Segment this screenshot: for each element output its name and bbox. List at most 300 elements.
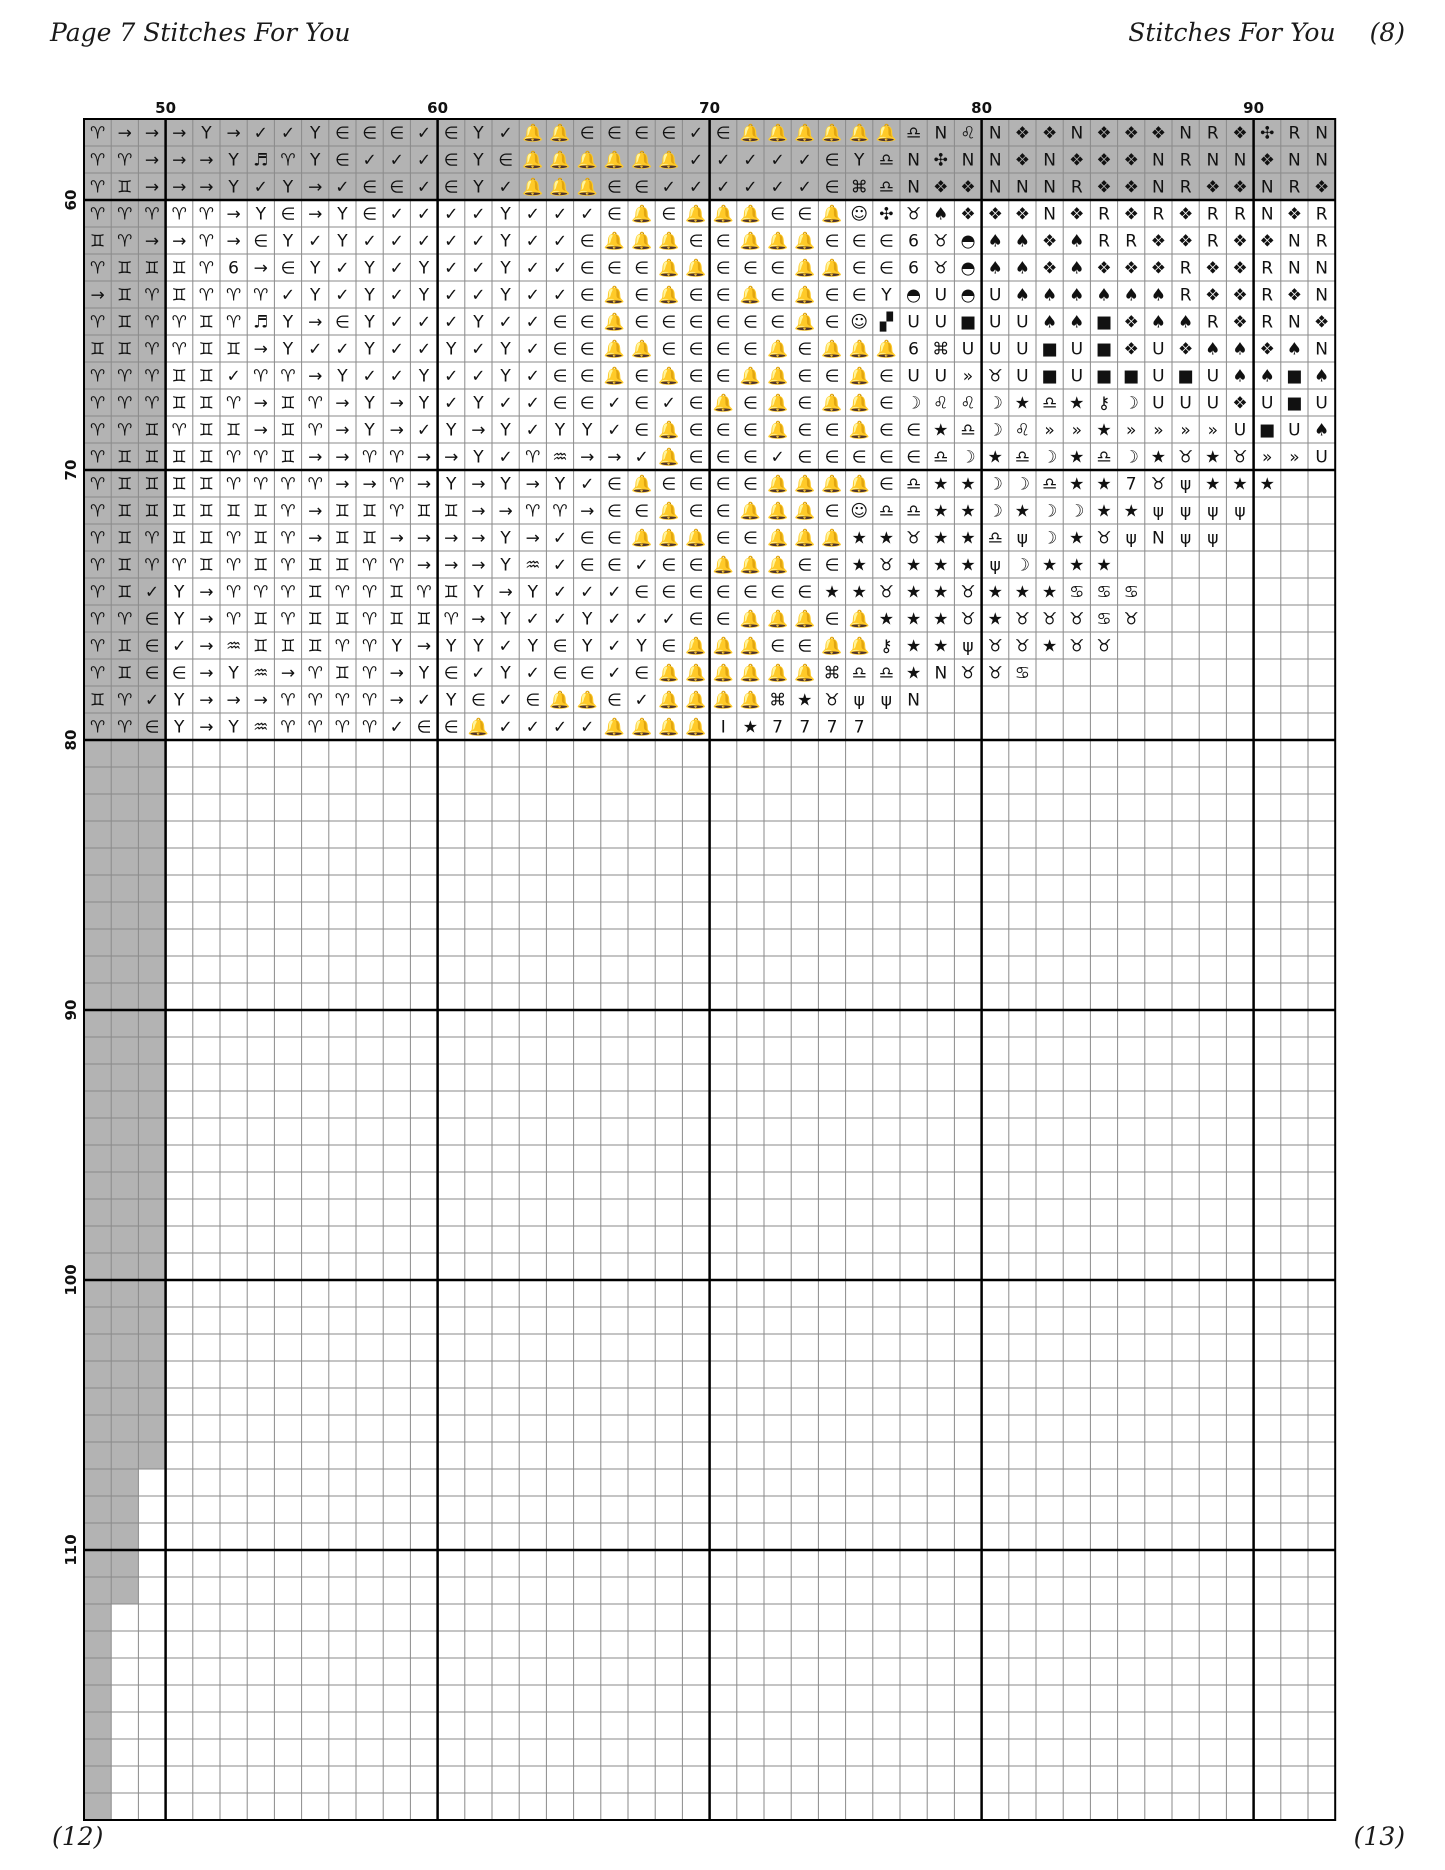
shaded-cell-run: [84, 1037, 166, 1064]
chart-symbol: ∈: [851, 258, 867, 279]
chart-symbol: ∈: [688, 366, 704, 387]
chart-symbol: ♈: [198, 285, 215, 306]
chart-symbol: ♈: [225, 312, 242, 333]
chart-symbol: →: [308, 528, 323, 549]
chart-symbol: ♈: [361, 717, 378, 738]
row-label: 100: [62, 1264, 80, 1296]
chart-symbol: ✓: [661, 393, 676, 414]
chart-symbol: ∈: [688, 312, 704, 333]
chart-symbol: ❖: [1096, 258, 1112, 279]
chart-symbol: ♉: [1232, 447, 1248, 468]
chart-symbol: Y: [228, 717, 239, 738]
chart-symbol: ♉: [824, 690, 840, 711]
chart-symbol: ∈: [362, 177, 378, 198]
chart-symbol: ∈: [824, 501, 840, 522]
chart-symbol: ∈: [824, 366, 840, 387]
chart-symbol: ★: [1150, 447, 1167, 468]
chart-symbol: →: [416, 528, 432, 549]
chart-symbol: ∈: [797, 204, 813, 225]
chart-symbol: Y: [636, 636, 647, 657]
chart-symbol: ♊: [334, 609, 351, 630]
chart-symbol: 🔔: [739, 231, 761, 252]
chart-symbol: ♈: [225, 447, 242, 468]
page-footer-right: (13): [1353, 1822, 1405, 1851]
shaded-cell-run: [84, 929, 166, 956]
chart-symbol: ∈: [579, 285, 595, 306]
shaded-cell-run: [84, 1658, 111, 1685]
chart-symbol: Y: [473, 123, 484, 144]
chart-symbol: 🔔: [821, 393, 843, 414]
chart-symbol: ♈: [89, 636, 106, 657]
chart-symbol: ♋: [1123, 582, 1139, 603]
chart-symbol: ♊: [144, 474, 160, 495]
chart-symbol: ♉: [905, 204, 922, 225]
chart-symbol: ∈: [661, 123, 677, 144]
chart-symbol: ♎: [1041, 474, 1058, 495]
chart-symbol: ✓: [471, 231, 486, 252]
chart-symbol: ✓: [525, 204, 540, 225]
chart-symbol: →: [389, 663, 404, 684]
chart-symbol: ✓: [525, 231, 540, 252]
page-header-left: Page 7 Stitches For You: [50, 18, 351, 47]
chart-symbol: ψ: [853, 690, 865, 711]
chart-symbol: →: [471, 474, 486, 495]
chart-symbol: ∈: [634, 663, 650, 684]
chart-symbol: ∈: [389, 177, 405, 198]
chart-symbol: ♊: [416, 501, 432, 522]
chart-symbol: →: [471, 555, 486, 576]
chart-symbol: ♈: [89, 312, 106, 333]
chart-symbol: ❖: [1123, 150, 1139, 171]
chart-symbol: 7: [826, 717, 838, 738]
chart-symbol: ∈: [906, 447, 922, 468]
chart-symbol: ✓: [308, 339, 323, 360]
chart-symbol: ♈: [171, 312, 187, 333]
chart-symbol: Y: [310, 150, 321, 171]
chart-symbol: 7: [772, 717, 784, 738]
chart-symbol: Y: [500, 474, 511, 495]
chart-symbol: ♉: [1177, 447, 1194, 468]
chart-symbol: ✓: [797, 177, 812, 198]
chart-symbol: ❖: [1096, 150, 1112, 171]
chart-symbol: Y: [418, 285, 430, 306]
chart-symbol: ❖: [1313, 177, 1330, 198]
chart-symbol: Y: [174, 582, 185, 603]
chart-symbol: R: [1261, 258, 1274, 279]
chart-symbol: ✓: [607, 609, 622, 630]
chart-symbol: ♈: [280, 501, 296, 522]
chart-symbol: 6: [908, 231, 920, 252]
chart-symbol: R: [1179, 285, 1192, 306]
chart-symbol: ✓: [389, 285, 404, 306]
chart-symbol: →: [335, 393, 350, 414]
chart-symbol: ★: [797, 690, 813, 711]
chart-symbol: →: [144, 123, 160, 144]
chart-symbol: ❖: [1014, 150, 1031, 171]
chart-symbol: ψ: [1234, 501, 1246, 522]
chart-symbol: Y: [582, 420, 593, 441]
chart-symbol: ∈: [878, 420, 894, 441]
chart-symbol: ✓: [552, 582, 568, 603]
chart-symbol: ∈: [688, 609, 704, 630]
chart-symbol: ★: [1014, 393, 1031, 414]
chart-symbol: ✓: [607, 393, 622, 414]
chart-symbol: 🔔: [875, 339, 897, 360]
chart-symbol: ♈: [225, 555, 242, 576]
chart-symbol: Y: [201, 123, 212, 144]
chart-symbol: ⌘: [850, 177, 868, 198]
shaded-cell-run: [84, 1793, 111, 1820]
chart-symbol: 🔔: [603, 285, 625, 306]
chart-symbol: ♈: [89, 420, 106, 441]
chart-symbol: ♈: [307, 474, 323, 495]
chart-symbol: 🔔: [658, 258, 680, 279]
chart-symbol: ♊: [253, 528, 269, 549]
chart-symbol: ❖: [1232, 123, 1248, 144]
chart-symbol: ✓: [253, 123, 268, 144]
chart-symbol: →: [308, 447, 323, 468]
chart-symbol: Y: [446, 339, 457, 360]
chart-symbol: ∈: [851, 447, 867, 468]
chart-symbol: R: [1125, 231, 1138, 252]
chart-symbol: ♎: [851, 663, 867, 684]
chart-symbol: Y: [554, 420, 566, 441]
chart-symbol: 🔔: [794, 528, 816, 549]
shaded-cell-run: [84, 1442, 166, 1469]
chart-symbol: 🔔: [767, 474, 789, 495]
chart-symbol: ∈: [688, 501, 704, 522]
chart-symbol: ∈: [634, 285, 650, 306]
chart-symbol: ♈: [280, 150, 296, 171]
chart-symbol: 6: [908, 258, 920, 279]
chart-symbol: ∈: [634, 312, 650, 333]
chart-symbol: Y: [881, 285, 892, 306]
chart-symbol: ♊: [117, 258, 133, 279]
chart-symbol: ♊: [361, 501, 378, 522]
chart-symbol: Y: [527, 636, 538, 657]
chart-symbol: »: [1044, 420, 1055, 441]
chart-symbol: ♠: [1286, 339, 1303, 360]
chart-symbol: ♈: [117, 150, 133, 171]
chart-symbol: ★: [1096, 474, 1112, 495]
chart-symbol: ✓: [552, 528, 568, 549]
chart-symbol: Y: [282, 339, 294, 360]
chart-symbol: ♊: [171, 285, 187, 306]
chart-symbol: 🔔: [794, 609, 816, 630]
chart-symbol: ♠: [1041, 312, 1058, 333]
chart-symbol: 🔔: [848, 474, 870, 495]
chart-symbol: ♠: [1232, 366, 1248, 387]
chart-symbol: 🔔: [767, 501, 789, 522]
shaded-cell-run: [84, 1145, 166, 1172]
chart-symbol: ∈: [606, 474, 622, 495]
chart-symbol: ✓: [688, 150, 704, 171]
chart-symbol: ∈: [851, 285, 867, 306]
chart-symbol: ∈: [552, 366, 568, 387]
chart-symbol: R: [1315, 204, 1328, 225]
chart-symbol: ✓: [688, 123, 704, 144]
chart-symbol: ∈: [525, 690, 541, 711]
chart-symbol: R: [1179, 150, 1192, 171]
chart-symbol: ✓: [389, 258, 404, 279]
chart-symbol: ♊: [171, 393, 187, 414]
chart-symbol: 6: [908, 339, 920, 360]
chart-symbol: ∈: [688, 474, 704, 495]
chart-symbol: Y: [446, 474, 457, 495]
chart-symbol: ♎: [878, 501, 895, 522]
chart-symbol: Y: [364, 393, 375, 414]
chart-symbol: ∈: [470, 690, 486, 711]
chart-symbol: ∈: [634, 177, 650, 198]
chart-symbol: ♊: [253, 636, 269, 657]
chart-symbol: ♉: [960, 609, 976, 630]
chart-symbol: Y: [473, 177, 484, 198]
chart-symbol: ♈: [89, 204, 106, 225]
chart-symbol: ♈: [334, 582, 351, 603]
chart-symbol: 🔔: [658, 366, 680, 387]
chart-symbol: ∈: [851, 231, 867, 252]
chart-symbol: Y: [364, 312, 375, 333]
chart-symbol: ♎: [878, 663, 895, 684]
chart-symbol: ❖: [1069, 150, 1085, 171]
chart-symbol: ♊: [198, 528, 215, 549]
chart-symbol: 🔔: [821, 258, 843, 279]
chart-symbol: ♠: [1069, 231, 1085, 252]
chart-symbol: ✓: [471, 366, 486, 387]
chart-symbol: ✓: [498, 312, 513, 333]
chart-symbol: Y: [310, 285, 321, 306]
chart-symbol: ❖: [1177, 204, 1194, 225]
chart-symbol: →: [525, 474, 540, 495]
chart-symbol: ∈: [634, 123, 650, 144]
chart-symbol: ✓: [770, 447, 785, 468]
chart-symbol: N: [1152, 177, 1165, 198]
chart-symbol: ✓: [797, 150, 812, 171]
chart-symbol: ♈: [171, 555, 187, 576]
chart-symbol: ∈: [906, 420, 922, 441]
chart-symbol: U: [1288, 420, 1301, 441]
chart-symbol: ♈: [225, 609, 242, 630]
chart-symbol: ✓: [743, 150, 758, 171]
chart-symbol: →: [117, 123, 132, 144]
chart-symbol: 7: [853, 717, 865, 738]
chart-symbol: Y: [174, 609, 185, 630]
chart-symbol: ♊: [280, 420, 296, 441]
chart-symbol: 🔔: [712, 636, 734, 657]
chart-symbol: ■: [1095, 339, 1113, 360]
chart-symbol: N: [1315, 150, 1328, 171]
chart-symbol: 🔔: [794, 501, 816, 522]
chart-symbol: →: [280, 663, 296, 684]
chart-symbol: 🔔: [631, 339, 653, 360]
chart-symbol: 🔔: [767, 393, 789, 414]
chart-symbol: 🔔: [658, 501, 680, 522]
chart-symbol: ♉: [987, 636, 1003, 657]
chart-symbol: ✓: [498, 690, 513, 711]
chart-symbol: Y: [500, 555, 511, 576]
chart-symbol: ♊: [117, 339, 133, 360]
chart-symbol: 🔔: [821, 339, 843, 360]
chart-symbol: →: [580, 447, 595, 468]
chart-symbol: N: [1152, 528, 1165, 549]
chart-symbol: R: [1152, 204, 1165, 225]
chart-symbol: ✓: [552, 555, 568, 576]
chart-symbol: ♠: [1150, 285, 1167, 306]
chart-symbol: ♌: [960, 123, 976, 144]
chart-symbol: ♈: [389, 447, 405, 468]
chart-symbol: R: [1179, 258, 1192, 279]
chart-symbol: ❖: [1123, 177, 1139, 198]
chart-symbol: →: [471, 609, 486, 630]
chart-symbol: ♈: [361, 636, 378, 657]
chart-symbol: ★: [1096, 555, 1112, 576]
chart-symbol: ✓: [580, 717, 595, 738]
chart-symbol: ∈: [416, 717, 432, 738]
chart-symbol: ∈: [498, 150, 514, 171]
chart-symbol: Y: [228, 663, 239, 684]
chart-symbol: ✓: [471, 663, 486, 684]
chart-symbol: →: [607, 447, 622, 468]
chart-symbol: N: [1288, 150, 1301, 171]
shaded-cell-run: [84, 1631, 111, 1658]
chart-symbol: ☽: [1041, 528, 1058, 549]
chart-symbol: ★: [960, 555, 976, 576]
chart-symbol: ✓: [607, 663, 622, 684]
chart-symbol: →: [416, 555, 432, 576]
chart-symbol: 🔔: [576, 690, 598, 711]
chart-symbol: ∈: [742, 528, 758, 549]
chart-symbol: ★: [851, 555, 867, 576]
chart-symbol: ♈: [144, 555, 160, 576]
shaded-cell-run: [84, 740, 166, 767]
chart-symbol: →: [335, 420, 350, 441]
chart-symbol: ♈: [225, 474, 242, 495]
chart-symbol: ∈: [144, 636, 160, 657]
chart-symbol: ♈: [525, 501, 541, 522]
chart-symbol: Y: [174, 690, 185, 711]
chart-symbol: ∈: [661, 474, 677, 495]
chart-symbol: ♊: [144, 258, 160, 279]
chart-symbol: ✓: [389, 150, 404, 171]
chart-symbol: ♉: [1069, 636, 1085, 657]
chart-symbol: U: [988, 285, 1002, 306]
chart-symbol: 🔔: [794, 312, 816, 333]
chart-symbol: ♈: [280, 609, 296, 630]
chart-symbol: ψ: [1125, 528, 1137, 549]
chart-symbol: →: [389, 690, 404, 711]
chart-symbol: ✓: [416, 420, 432, 441]
chart-symbol: ☺: [850, 312, 869, 333]
chart-symbol: ♈: [198, 231, 215, 252]
chart-symbol: 🔔: [767, 528, 789, 549]
chart-symbol: ψ: [1152, 501, 1165, 522]
chart-symbol: ♈: [280, 717, 296, 738]
chart-symbol: R: [1070, 177, 1083, 198]
chart-symbol: ★: [878, 609, 895, 630]
chart-symbol: 🔔: [631, 150, 653, 171]
chart-symbol: ♌: [1014, 420, 1031, 441]
chart-symbol: ✓: [607, 420, 622, 441]
chart-symbol: ∈: [634, 366, 650, 387]
chart-symbol: ∈: [688, 555, 704, 576]
chart-symbol: »: [962, 366, 974, 387]
chart-symbol: ♊: [307, 609, 323, 630]
chart-symbol: ∈: [171, 663, 187, 684]
chart-symbol: ∈: [797, 339, 813, 360]
chart-symbol: 🔔: [739, 366, 761, 387]
chart-symbol: N: [1152, 150, 1165, 171]
chart-symbol: →: [416, 447, 432, 468]
chart-symbol: ✓: [552, 204, 568, 225]
chart-symbol: ∈: [661, 555, 677, 576]
chart-symbol: »: [1071, 420, 1083, 441]
chart-symbol: ♊: [198, 447, 215, 468]
chart-symbol: →: [172, 177, 187, 198]
chart-symbol: ∈: [443, 717, 459, 738]
chart-symbol: ∈: [878, 258, 894, 279]
chart-symbol: →: [389, 393, 404, 414]
chart-symbol: ∈: [878, 393, 894, 414]
chart-symbol: ♈: [280, 366, 296, 387]
chart-symbol: R: [1206, 312, 1219, 333]
chart-symbol: ✓: [634, 555, 649, 576]
chart-symbol: ♉: [960, 582, 976, 603]
chart-symbol: ψ: [962, 636, 974, 657]
chart-symbol: 🔔: [603, 231, 625, 252]
shaded-cell-run: [84, 1091, 166, 1118]
chart-symbol: ∈: [606, 528, 622, 549]
chart-symbol: ☽: [1123, 447, 1139, 468]
chart-symbol: ✓: [280, 285, 296, 306]
chart-symbol: N: [1260, 177, 1274, 198]
chart-symbol: ✓: [416, 312, 432, 333]
chart-symbol: ♈: [117, 366, 133, 387]
chart-symbol: ✓: [389, 366, 404, 387]
chart-symbol: →: [362, 474, 377, 495]
chart-symbol: Y: [500, 528, 511, 549]
chart-symbol: ★: [1069, 447, 1085, 468]
chart-symbol: ∈: [797, 555, 813, 576]
chart-symbol: ♈: [144, 204, 160, 225]
chart-symbol: ♈: [361, 609, 378, 630]
row-label: 60: [62, 189, 80, 211]
chart-symbol: →: [308, 501, 323, 522]
chart-symbol: ■: [1095, 312, 1113, 333]
chart-symbol: ♠: [1096, 285, 1112, 306]
chart-symbol: ♋: [1069, 582, 1085, 603]
chart-symbol: ♈: [253, 285, 269, 306]
chart-symbol: ∈: [797, 636, 813, 657]
chart-symbol: ♈: [89, 366, 106, 387]
chart-symbol: ♈: [144, 528, 160, 549]
chart-symbol: ∈: [770, 285, 786, 306]
chart-symbol: 7: [799, 717, 811, 738]
chart-symbol: ★: [1123, 501, 1139, 522]
chart-symbol: R: [1206, 204, 1219, 225]
chart-symbol: ♈: [361, 582, 378, 603]
chart-symbol: 🔔: [794, 258, 816, 279]
chart-symbol: »: [1125, 420, 1137, 441]
chart-symbol: ♈: [89, 717, 106, 738]
chart-symbol: →: [199, 609, 214, 630]
shaded-cell-run: [84, 1118, 166, 1145]
chart-symbol: ☽: [987, 393, 1003, 414]
chart-symbol: ✓: [770, 150, 785, 171]
chart-symbol: ✓: [525, 366, 540, 387]
chart-symbol: ∈: [688, 285, 704, 306]
chart-symbol: R: [1098, 204, 1110, 225]
chart-symbol: ♊: [117, 474, 133, 495]
